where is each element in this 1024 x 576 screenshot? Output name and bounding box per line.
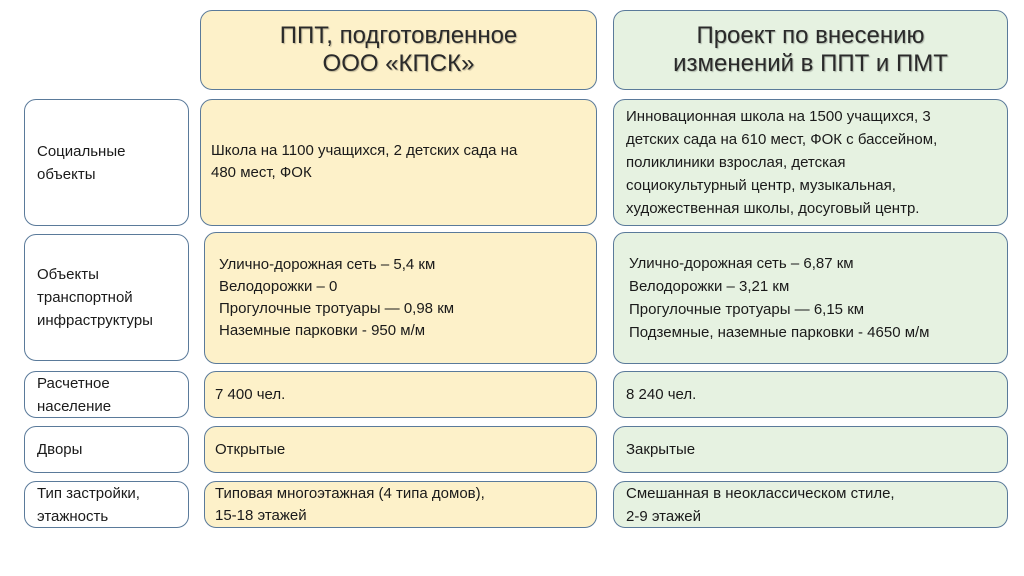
cell-left-yards: [204, 426, 597, 473]
cell-left-population: [204, 371, 597, 418]
row-label-transport: [24, 234, 189, 361]
cell-line: 480 мест, ФОК: [211, 164, 312, 181]
cell-left-social: [200, 99, 597, 226]
row-label-population: [24, 371, 189, 418]
cell-line: Смешанная в неоклассическом стиле,: [626, 484, 895, 502]
cell-line: Закрытые: [626, 441, 696, 458]
cell-line: Школа на 1100 учащихся, 2 детских сада на: [211, 142, 518, 159]
row-label-yards: [24, 426, 189, 473]
cell-right-transport: [613, 232, 1008, 364]
label-line: этажность: [37, 507, 109, 525]
header-right-line: изменений в ППТ и ПМТ: [673, 50, 948, 77]
cell-left-transport: [204, 232, 597, 364]
header-left-line: ООО «КПСК»: [322, 50, 475, 77]
label-line: Объекты: [37, 266, 99, 283]
header-left: [200, 10, 597, 90]
cell-line: 8 240 чел.: [626, 386, 697, 403]
cell-line: поликлиники взрослая, детская: [626, 154, 846, 171]
cell-line: детских сада на 610 мест, ФОК с бассейном,: [626, 131, 938, 148]
cell-left-building-type: [204, 481, 597, 528]
label-line: Дворы: [37, 441, 83, 458]
cell-right-social: [613, 99, 1008, 226]
label-line: инфраструктуры: [37, 312, 153, 329]
cell-right-yards: [613, 426, 1008, 473]
cell-line: Улично-дорожная сеть – 5,4 км: [219, 256, 436, 273]
label-line: Тип застройки,: [37, 484, 140, 502]
cell-right-building-type: [613, 481, 1008, 528]
cell-right-population: [613, 371, 1008, 418]
cell-line: Улично-дорожная сеть – 6,87 км: [629, 255, 854, 272]
cell-line: художественная школы, досуговый центр.: [626, 200, 920, 217]
cell-line: Велодорожки – 0: [219, 278, 338, 295]
header-right-line: Проект по внесению: [696, 22, 925, 49]
header-right: [613, 10, 1008, 90]
cell-line: Велодорожки – 3,21 км: [629, 278, 790, 295]
label-line: население: [37, 397, 112, 415]
cell-line: Прогулочные тротуары — 0,98 км: [219, 300, 455, 317]
cell-line: Наземные парковки - 950 м/м: [219, 322, 426, 339]
label-line: объекты: [37, 165, 96, 183]
header-left-line: ППТ, подготовленное: [279, 22, 518, 49]
label-line: Расчетное: [37, 374, 110, 392]
row-label-social: [24, 99, 189, 226]
cell-line: Инновационная школа на 1500 учащихся, 3: [626, 108, 931, 125]
cell-line: Типовая многоэтажная (4 типа домов),: [215, 484, 485, 502]
cell-line: 15-18 этажей: [215, 506, 307, 524]
cell-line: 2-9 этажей: [626, 507, 701, 525]
cell-line: Подземные, наземные парковки - 4650 м/м: [629, 324, 930, 341]
label-line: Социальные: [37, 142, 126, 160]
label-line: транспортной: [37, 289, 133, 306]
cell-line: социокультурный центр, музыкальная,: [626, 177, 896, 194]
row-label-building-type: [24, 481, 189, 528]
cell-line: 7 400 чел.: [215, 385, 286, 403]
cell-line: Открытые: [215, 440, 286, 458]
cell-line: Прогулочные тротуары — 6,15 км: [629, 301, 865, 318]
